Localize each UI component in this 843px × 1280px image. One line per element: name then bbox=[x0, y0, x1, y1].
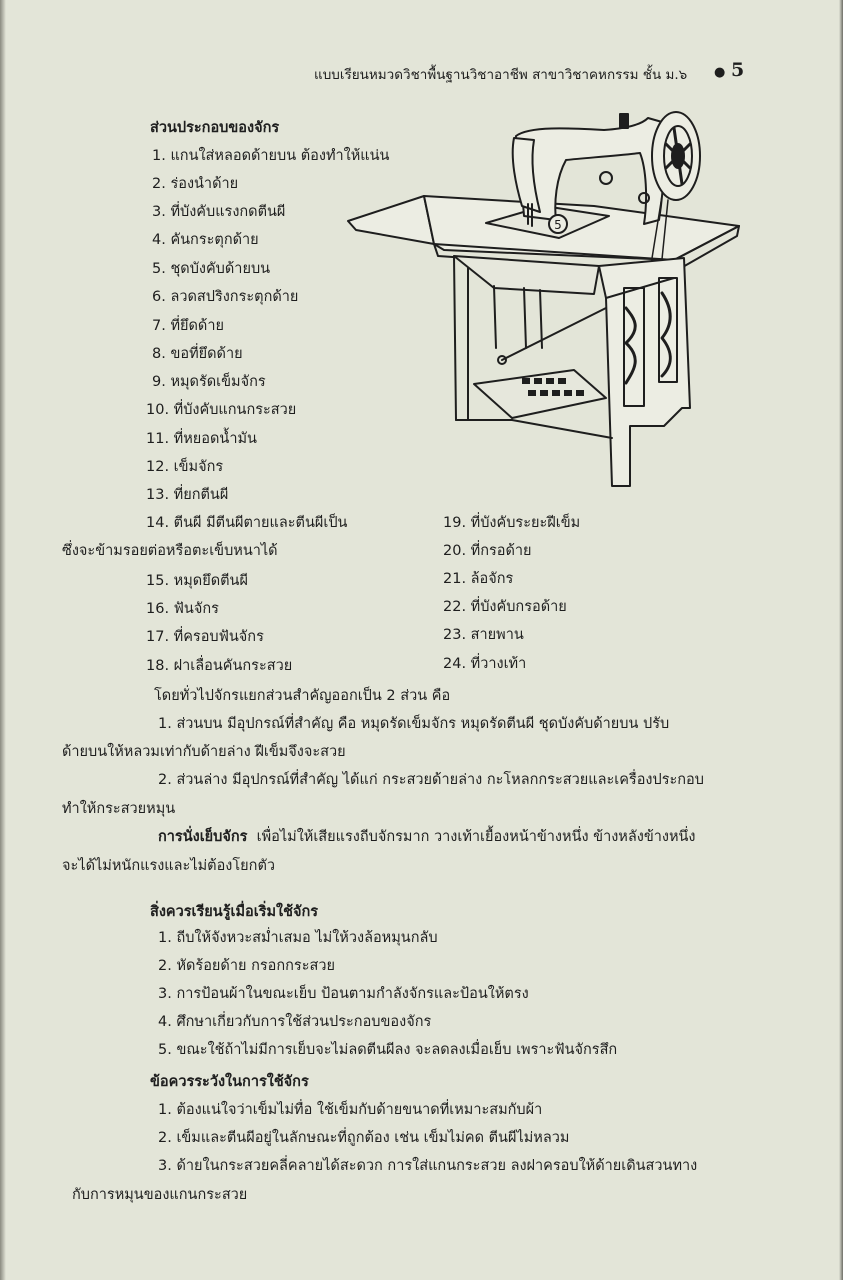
body-paragraph: ทำให้กระสวยหมุน bbox=[62, 801, 176, 817]
body-paragraph bbox=[158, 828, 696, 846]
part-item: 3. ที่บังคับแรงกดตีนผี bbox=[152, 204, 286, 220]
header-bullet: ● bbox=[714, 65, 726, 80]
caution-item: 2. เข็มและตีนผีอยู่ในลักษณะที่ถูกต้อง เช่น เข็มไม่คด ตีนผีไม่หลวม bbox=[158, 1130, 570, 1146]
part-item: 19. ที่บังคับระยะฝีเข็ม bbox=[443, 515, 581, 531]
part-item: 9. หมุดรัดเข็มจักร bbox=[152, 374, 266, 390]
part-item: 24. ที่วางเท้า bbox=[443, 656, 527, 672]
learn-item: 2. หัดร้อยด้าย กรอกกระสวย bbox=[158, 958, 335, 974]
body-intro: โดยทั่วไปจักรแยกส่วนสำคัญออกเป็น 2 ส่วน คือ bbox=[154, 688, 451, 704]
part-item: 17. ที่ครอบฟันจักร bbox=[146, 629, 264, 645]
part-item-continuation: ซึ่งจะข้ามรอยต่อหรือตะเข็บหนาได้ bbox=[62, 543, 278, 559]
part-item: 22. ที่บังคับกรอด้าย bbox=[443, 599, 567, 615]
caution-item-continuation: กับการหมุนของแกนกระสวย bbox=[72, 1187, 248, 1203]
page-edge-shadow-right bbox=[839, 0, 843, 1280]
part-item: 23. สายพาน bbox=[443, 627, 524, 643]
part-item: 8. ขอที่ยึดด้าย bbox=[152, 346, 243, 362]
parts-heading: ส่วนประกอบของจักร bbox=[150, 120, 280, 136]
caution-item: 3. ด้ายในกระสวยคลี่คลายได้สะดวก การใส่แกนกระสวย ลงฝาครอบให้ด้ายเดินสวนทาง bbox=[158, 1158, 698, 1174]
page-number: 5 bbox=[731, 59, 745, 81]
learn-item: 5. ขณะใช้ถ้าไม่มีการเย็บจะไม่ลดตีนผีลง จะลดลงเมื่อเย็บ เพราะฟันจักรสึก bbox=[158, 1042, 618, 1058]
part-item: 2. ร่องนำด้าย bbox=[152, 176, 239, 192]
part-item: 15. หมุดยึดตีนผี bbox=[146, 573, 248, 589]
part-item: 6. ลวดสปริงกระตุกด้าย bbox=[152, 289, 299, 305]
figure-label: 5 bbox=[554, 218, 562, 232]
learn-item: 3. การป้อนผ้าในขณะเย็บ ป้อนตามกำลังจักรและป้อนให้ตรง bbox=[158, 986, 529, 1002]
body-paragraph: ด้ายบนให้หลวมเท่ากับด้ายล่าง ฝีเข็มจึงจะสวย bbox=[62, 744, 346, 760]
part-item: 7. ที่ยึดด้าย bbox=[152, 318, 224, 334]
learn-item: 4. ศึกษาเกี่ยวกับการใช้ส่วนประกอบของจักร bbox=[158, 1014, 432, 1030]
page-edge-shadow bbox=[0, 0, 6, 1280]
part-item: 20. ที่กรอด้าย bbox=[443, 543, 532, 559]
part-item: 13. ที่ยกตีนผี bbox=[146, 487, 229, 503]
part-item: 11. ที่หยอดน้ำมัน bbox=[146, 431, 257, 447]
part-item: 12. เข็มจักร bbox=[146, 459, 224, 475]
body-paragraph: จะได้ไม่หนักแรงและไม่ต้องโยกตัว bbox=[62, 858, 276, 874]
part-item: 18. ฝาเลื่อนคันกระสวย bbox=[146, 658, 293, 674]
learn-heading: สิ่งควรเรียนรู้เมื่อเริ่มใช้จักร bbox=[150, 904, 319, 920]
learn-item: 1. ถีบให้จังหวะสม่ำเสมอ ไม่ให้วงล้อหมุนกลับ bbox=[158, 930, 438, 946]
sewing-machine-illustration bbox=[344, 108, 744, 488]
part-item: 4. คันกระตุกด้าย bbox=[152, 232, 259, 248]
part-item: 21. ล้อจักร bbox=[443, 571, 514, 587]
part-item: 5. ชุดบังคับด้ายบน bbox=[152, 261, 271, 277]
part-item: 16. ฟันจักร bbox=[146, 601, 219, 617]
running-header: แบบเรียนหมวดวิชาพื้นฐานวิชาอาชีพ สาขาวิชาคหกรรม ชั้น ม.๖ bbox=[314, 67, 688, 83]
part-item: 14. ตีนผี มีตีนผีตายและตีนผีเป็น bbox=[146, 515, 348, 531]
caution-item: 1. ต้องแน่ใจว่าเข็มไม่ทื่อ ใช้เข็มกับด้ายขนาดที่เหมาะสมกับผ้า bbox=[158, 1102, 543, 1118]
part-item: 10. ที่บังคับแกนกระสวย bbox=[146, 402, 297, 418]
part-item: 1. แกนใส่หลอดด้ายบน ต้องทำให้แน่น bbox=[152, 148, 390, 164]
body-paragraph: 1. ส่วนบน มีอุปกรณ์ที่สำคัญ คือ หมุดรัดเข็มจักร หมุดรัดตีนผี ชุดบังคับด้ายบน ปรับ bbox=[158, 716, 670, 732]
sitting-text: เพื่อไม่ให้เสียแรงถีบจักรมาก วางเท้าเยื้องหน้าข้างหนึ่ง ข้างหลังข้างหนึ่ง bbox=[256, 829, 696, 845]
sitting-term: การนั่งเย็บจักร bbox=[158, 829, 248, 845]
body-paragraph: 2. ส่วนล่าง มีอุปกรณ์ที่สำคัญ ได้แก่ กระสวยด้ายล่าง กะโหลกกระสวยและเครื่องประกอบ bbox=[158, 772, 704, 788]
caution-heading: ข้อควรระวังในการใช้จักร bbox=[150, 1074, 309, 1090]
